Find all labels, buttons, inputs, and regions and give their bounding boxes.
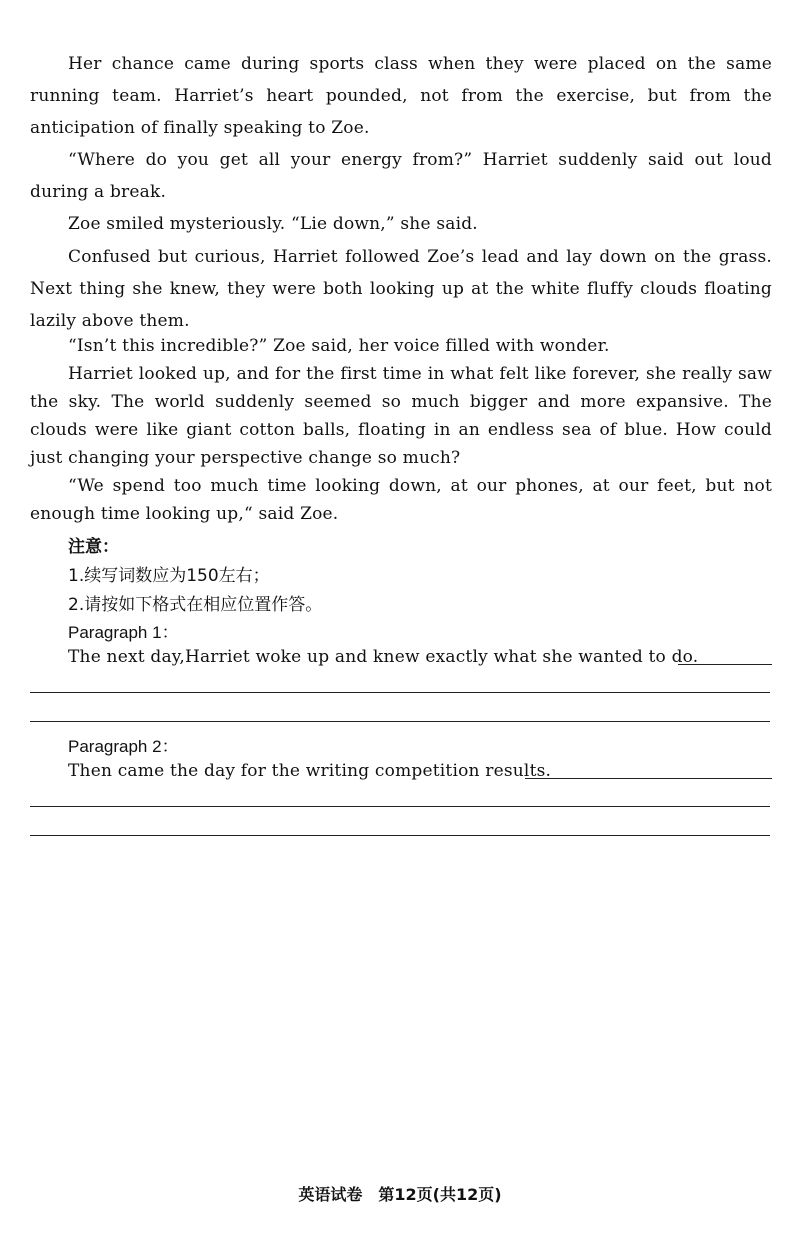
paragraph-2-answer-line[interactable] bbox=[30, 835, 770, 836]
paragraph-2-label: Paragraph 2： bbox=[68, 737, 179, 756]
story-paragraph-4: Confused but curious, Harriet followed Zoe’s lead and lay down on the grass. Next thing she knew, they were both looking up at the white fluffy clouds floating lazily above them. bbox=[30, 247, 772, 331]
paragraph-1-label: Paragraph 1： bbox=[68, 623, 179, 642]
paragraph-2-prompt: Then came the day for the writing competition results. bbox=[68, 761, 552, 781]
paragraph-1-answer-blank[interactable] bbox=[678, 664, 772, 665]
notes-item-2: 2.请按如下格式在相应位置作答。 bbox=[68, 595, 323, 615]
story-paragraph-6: Harriet looked up, and for the first time in what felt like forever, she really saw the sky. The world suddenly seemed so much bigger and more expansive. The clouds were like giant cotton balls, floating in an endless sea of blue. How could just changing your perspective change so much? bbox=[30, 364, 772, 468]
page-footer: 英语试卷 第12页(共12页) bbox=[298, 1185, 502, 1204]
notes-item-1: 1.续写词数应为150左右； bbox=[68, 566, 270, 586]
story-paragraph-5: “Isn’t this incredible?” Zoe said, her voice filled with wonder. bbox=[68, 336, 610, 356]
story-paragraph-3: Zoe smiled mysteriously. “Lie down,” she said. bbox=[68, 214, 478, 234]
paragraph-1-answer-line[interactable] bbox=[30, 721, 770, 722]
story-paragraph-1: Her chance came during sports class when they were placed on the same running team. Harriet’s heart pounded, not from the exercise, but from the anticipation of finally speaking to Zoe. bbox=[30, 54, 772, 138]
paragraph-1-answer-line[interactable] bbox=[30, 692, 770, 693]
paragraph-2-answer-line[interactable] bbox=[30, 806, 770, 807]
paragraph-1-prompt: The next day,Harriet woke up and knew exactly what she wanted to do. bbox=[68, 647, 699, 667]
story-paragraph-7: “We spend too much time looking down, at our phones, at our feet, but not enough time looking up,“ said Zoe. bbox=[30, 476, 772, 524]
notes-title: 注意： bbox=[68, 537, 119, 557]
paragraph-2-answer-blank[interactable] bbox=[525, 778, 772, 779]
story-paragraph-2: “Where do you get all your energy from?” Harriet suddenly said out loud during a break. bbox=[30, 150, 772, 202]
